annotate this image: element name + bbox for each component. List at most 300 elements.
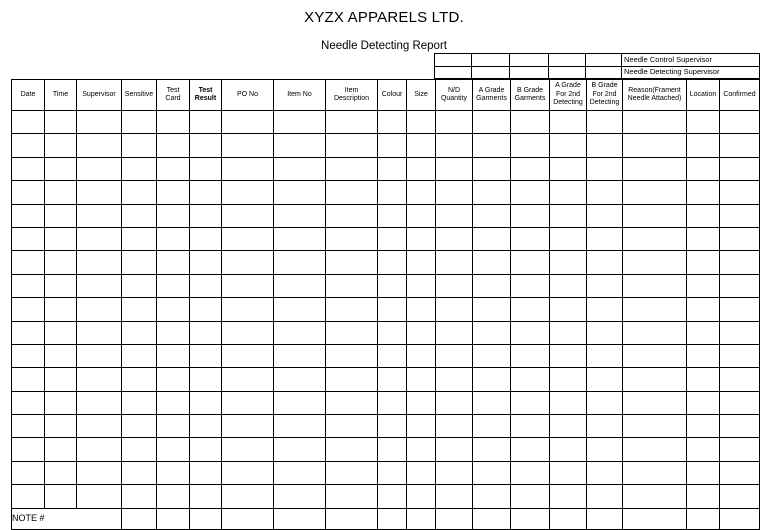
table-cell[interactable] (157, 134, 190, 157)
table-cell[interactable] (157, 321, 190, 344)
table-cell[interactable] (12, 181, 45, 204)
table-cell[interactable] (12, 227, 45, 250)
table-cell[interactable] (45, 438, 77, 461)
table-cell[interactable] (550, 438, 587, 461)
table-cell[interactable] (12, 391, 45, 414)
signoff-cell[interactable] (510, 54, 549, 67)
table-cell[interactable] (687, 368, 720, 391)
signoff-cell[interactable] (435, 66, 472, 79)
table-cell[interactable] (157, 344, 190, 367)
table-cell[interactable] (378, 485, 407, 508)
table-cell[interactable] (77, 415, 122, 438)
table-cell[interactable] (326, 298, 378, 321)
table-cell[interactable] (45, 391, 77, 414)
table-cell[interactable] (157, 111, 190, 134)
table-cell[interactable] (623, 508, 687, 529)
table-cell[interactable] (511, 274, 550, 297)
table-cell[interactable] (12, 368, 45, 391)
table-cell[interactable] (122, 298, 157, 321)
table-cell[interactable] (77, 204, 122, 227)
table-cell[interactable] (550, 508, 587, 529)
table-cell[interactable] (550, 181, 587, 204)
table-cell[interactable] (77, 438, 122, 461)
table-cell[interactable] (157, 461, 190, 484)
table-cell[interactable] (687, 134, 720, 157)
table-cell[interactable] (623, 321, 687, 344)
table-cell[interactable] (587, 298, 623, 321)
table-cell[interactable] (45, 227, 77, 250)
table-cell[interactable] (436, 251, 473, 274)
table-cell[interactable] (473, 298, 511, 321)
table-cell[interactable] (436, 157, 473, 180)
table-cell[interactable] (77, 181, 122, 204)
table-cell[interactable] (274, 204, 326, 227)
table-cell[interactable] (687, 344, 720, 367)
table-cell[interactable] (587, 368, 623, 391)
table-cell[interactable] (122, 391, 157, 414)
table-cell[interactable] (45, 321, 77, 344)
table-cell[interactable] (122, 461, 157, 484)
table-cell[interactable] (326, 415, 378, 438)
table-cell[interactable] (274, 134, 326, 157)
table-cell[interactable] (122, 321, 157, 344)
table-cell[interactable] (274, 298, 326, 321)
table-cell[interactable] (45, 111, 77, 134)
table-cell[interactable] (12, 321, 45, 344)
table-cell[interactable] (511, 111, 550, 134)
table-cell[interactable] (407, 274, 436, 297)
table-cell[interactable] (550, 461, 587, 484)
table-cell[interactable] (436, 204, 473, 227)
table-cell[interactable] (687, 508, 720, 529)
table-cell[interactable] (326, 111, 378, 134)
table-cell[interactable] (77, 368, 122, 391)
table-cell[interactable] (222, 274, 274, 297)
table-cell[interactable] (157, 368, 190, 391)
table-cell[interactable] (587, 415, 623, 438)
table-cell[interactable] (274, 321, 326, 344)
table-cell[interactable] (222, 157, 274, 180)
table-cell[interactable] (623, 438, 687, 461)
table-cell[interactable] (222, 134, 274, 157)
table-cell[interactable] (473, 111, 511, 134)
table-cell[interactable] (436, 391, 473, 414)
table-cell[interactable] (326, 274, 378, 297)
table-cell[interactable] (326, 368, 378, 391)
table-cell[interactable] (222, 111, 274, 134)
table-cell[interactable] (378, 274, 407, 297)
table-cell[interactable] (122, 251, 157, 274)
table-cell[interactable] (326, 485, 378, 508)
table-cell[interactable] (274, 251, 326, 274)
table-cell[interactable] (720, 391, 760, 414)
table-cell[interactable] (326, 391, 378, 414)
table-cell[interactable] (587, 485, 623, 508)
table-cell[interactable] (720, 298, 760, 321)
table-cell[interactable] (378, 415, 407, 438)
table-cell[interactable] (511, 368, 550, 391)
table-cell[interactable] (687, 251, 720, 274)
table-cell[interactable] (378, 391, 407, 414)
table-cell[interactable] (623, 251, 687, 274)
table-cell[interactable] (222, 391, 274, 414)
table-cell[interactable] (407, 438, 436, 461)
table-cell[interactable] (326, 461, 378, 484)
table-cell[interactable] (407, 344, 436, 367)
table-cell[interactable] (122, 157, 157, 180)
table-cell[interactable] (378, 204, 407, 227)
table-cell[interactable] (436, 415, 473, 438)
table-cell[interactable] (12, 438, 45, 461)
table-cell[interactable] (12, 157, 45, 180)
table-cell[interactable] (274, 461, 326, 484)
table-cell[interactable] (157, 298, 190, 321)
table-cell[interactable] (190, 508, 222, 529)
table-cell[interactable] (511, 391, 550, 414)
table-cell[interactable] (122, 415, 157, 438)
table-cell[interactable] (326, 227, 378, 250)
table-cell[interactable] (720, 415, 760, 438)
table-cell[interactable] (473, 204, 511, 227)
table-cell[interactable] (687, 181, 720, 204)
table-cell[interactable] (511, 415, 550, 438)
table-cell[interactable] (222, 485, 274, 508)
table-cell[interactable] (587, 134, 623, 157)
table-cell[interactable] (12, 415, 45, 438)
table-cell[interactable] (407, 485, 436, 508)
table-cell[interactable] (511, 344, 550, 367)
table-cell[interactable] (157, 438, 190, 461)
table-cell[interactable] (326, 204, 378, 227)
table-cell[interactable] (473, 461, 511, 484)
table-cell[interactable] (77, 298, 122, 321)
table-cell[interactable] (623, 111, 687, 134)
table-cell[interactable] (190, 344, 222, 367)
table-cell[interactable] (623, 344, 687, 367)
table-cell[interactable] (436, 368, 473, 391)
table-cell[interactable] (587, 461, 623, 484)
table-cell[interactable] (720, 181, 760, 204)
table-cell[interactable] (222, 181, 274, 204)
signoff-cell[interactable] (586, 66, 622, 79)
table-cell[interactable] (326, 251, 378, 274)
table-cell[interactable] (378, 181, 407, 204)
table-cell[interactable] (222, 344, 274, 367)
table-cell[interactable] (511, 204, 550, 227)
table-cell[interactable] (122, 438, 157, 461)
table-cell[interactable] (45, 134, 77, 157)
table-cell[interactable] (687, 227, 720, 250)
table-cell[interactable] (77, 157, 122, 180)
table-cell[interactable] (378, 438, 407, 461)
table-cell[interactable] (623, 415, 687, 438)
table-cell[interactable] (274, 181, 326, 204)
table-cell[interactable] (157, 157, 190, 180)
table-cell[interactable] (378, 157, 407, 180)
table-cell[interactable] (687, 321, 720, 344)
table-cell[interactable] (550, 321, 587, 344)
table-cell[interactable] (190, 157, 222, 180)
table-cell[interactable] (623, 461, 687, 484)
table-cell[interactable] (687, 415, 720, 438)
table-cell[interactable] (274, 227, 326, 250)
table-cell[interactable] (77, 461, 122, 484)
table-cell[interactable] (122, 111, 157, 134)
table-cell[interactable] (12, 251, 45, 274)
table-cell[interactable] (12, 274, 45, 297)
table-cell[interactable] (623, 204, 687, 227)
table-cell[interactable] (720, 368, 760, 391)
table-cell[interactable] (12, 111, 45, 134)
table-cell[interactable] (45, 368, 77, 391)
table-cell[interactable] (436, 438, 473, 461)
table-cell[interactable] (587, 157, 623, 180)
table-cell[interactable] (45, 344, 77, 367)
table-cell[interactable] (190, 415, 222, 438)
table-cell[interactable] (222, 368, 274, 391)
signoff-cell[interactable] (549, 54, 586, 67)
table-cell[interactable] (623, 157, 687, 180)
table-cell[interactable] (326, 438, 378, 461)
table-cell[interactable] (222, 204, 274, 227)
table-cell[interactable] (550, 274, 587, 297)
table-cell[interactable] (45, 181, 77, 204)
signoff-cell[interactable] (435, 54, 472, 67)
table-cell[interactable] (587, 111, 623, 134)
table-cell[interactable] (45, 461, 77, 484)
table-cell[interactable] (12, 485, 45, 508)
table-cell[interactable] (77, 134, 122, 157)
table-cell[interactable] (378, 321, 407, 344)
table-cell[interactable] (720, 344, 760, 367)
table-cell[interactable] (587, 227, 623, 250)
table-cell[interactable] (720, 157, 760, 180)
table-cell[interactable] (157, 181, 190, 204)
table-cell[interactable] (157, 485, 190, 508)
table-cell[interactable] (222, 415, 274, 438)
table-cell[interactable] (190, 298, 222, 321)
table-cell[interactable] (623, 485, 687, 508)
table-cell[interactable] (550, 368, 587, 391)
table-cell[interactable] (511, 251, 550, 274)
table-cell[interactable] (436, 461, 473, 484)
table-cell[interactable] (77, 274, 122, 297)
table-cell[interactable] (190, 461, 222, 484)
table-cell[interactable] (407, 227, 436, 250)
table-cell[interactable] (190, 251, 222, 274)
table-cell[interactable] (407, 251, 436, 274)
table-cell[interactable] (274, 508, 326, 529)
table-cell[interactable] (45, 157, 77, 180)
table-cell[interactable] (274, 368, 326, 391)
table-cell[interactable] (222, 461, 274, 484)
table-cell[interactable] (122, 274, 157, 297)
table-cell[interactable] (550, 391, 587, 414)
table-cell[interactable] (436, 321, 473, 344)
table-cell[interactable] (436, 508, 473, 529)
table-cell[interactable] (436, 181, 473, 204)
table-cell[interactable] (473, 485, 511, 508)
table-cell[interactable] (550, 415, 587, 438)
table-cell[interactable] (550, 134, 587, 157)
table-cell[interactable] (687, 157, 720, 180)
table-cell[interactable] (378, 508, 407, 529)
table-cell[interactable] (587, 508, 623, 529)
table-cell[interactable] (77, 321, 122, 344)
table-cell[interactable] (222, 227, 274, 250)
table-cell[interactable] (122, 227, 157, 250)
table-cell[interactable] (511, 485, 550, 508)
table-cell[interactable] (122, 204, 157, 227)
table-cell[interactable] (623, 298, 687, 321)
table-cell[interactable] (45, 274, 77, 297)
table-cell[interactable] (45, 251, 77, 274)
table-cell[interactable] (720, 111, 760, 134)
table-cell[interactable] (157, 274, 190, 297)
table-cell[interactable] (157, 251, 190, 274)
table-cell[interactable] (12, 344, 45, 367)
table-cell[interactable] (550, 111, 587, 134)
table-cell[interactable] (190, 391, 222, 414)
table-cell[interactable] (326, 134, 378, 157)
table-cell[interactable] (157, 508, 190, 529)
table-cell[interactable] (378, 461, 407, 484)
table-cell[interactable] (436, 134, 473, 157)
table-cell[interactable] (190, 111, 222, 134)
table-cell[interactable] (623, 391, 687, 414)
table-cell[interactable] (473, 368, 511, 391)
table-cell[interactable] (587, 204, 623, 227)
table-cell[interactable] (378, 111, 407, 134)
table-cell[interactable] (222, 298, 274, 321)
table-cell[interactable] (190, 134, 222, 157)
signoff-cell[interactable] (586, 54, 622, 67)
table-cell[interactable] (122, 181, 157, 204)
table-cell[interactable] (274, 111, 326, 134)
table-cell[interactable] (378, 368, 407, 391)
table-cell[interactable] (326, 157, 378, 180)
table-cell[interactable] (157, 227, 190, 250)
table-cell[interactable] (587, 181, 623, 204)
table-cell[interactable] (190, 438, 222, 461)
table-cell[interactable] (378, 344, 407, 367)
table-cell[interactable] (190, 321, 222, 344)
table-cell[interactable] (687, 298, 720, 321)
table-cell[interactable] (378, 134, 407, 157)
table-cell[interactable] (378, 251, 407, 274)
signoff-cell[interactable] (510, 66, 549, 79)
table-cell[interactable] (407, 461, 436, 484)
table-cell[interactable] (720, 508, 760, 529)
table-cell[interactable] (326, 181, 378, 204)
table-cell[interactable] (77, 344, 122, 367)
table-cell[interactable] (587, 344, 623, 367)
table-cell[interactable] (77, 391, 122, 414)
table-cell[interactable] (378, 227, 407, 250)
table-cell[interactable] (687, 391, 720, 414)
table-cell[interactable] (720, 134, 760, 157)
table-cell[interactable] (12, 461, 45, 484)
table-cell[interactable] (436, 485, 473, 508)
table-cell[interactable] (550, 227, 587, 250)
table-cell[interactable] (407, 134, 436, 157)
table-cell[interactable] (511, 298, 550, 321)
table-cell[interactable] (122, 508, 157, 529)
table-cell[interactable] (436, 274, 473, 297)
table-cell[interactable] (274, 438, 326, 461)
table-cell[interactable] (122, 134, 157, 157)
table-cell[interactable] (407, 415, 436, 438)
table-cell[interactable] (77, 485, 122, 508)
table-cell[interactable] (623, 368, 687, 391)
table-cell[interactable] (511, 461, 550, 484)
table-cell[interactable] (45, 415, 77, 438)
table-cell[interactable] (190, 227, 222, 250)
table-cell[interactable] (274, 274, 326, 297)
table-cell[interactable] (274, 391, 326, 414)
table-cell[interactable] (122, 485, 157, 508)
table-cell[interactable] (587, 251, 623, 274)
table-cell[interactable] (222, 438, 274, 461)
table-cell[interactable] (222, 508, 274, 529)
table-cell[interactable] (511, 227, 550, 250)
table-cell[interactable] (407, 298, 436, 321)
table-cell[interactable] (473, 157, 511, 180)
table-cell[interactable] (587, 274, 623, 297)
table-cell[interactable] (407, 321, 436, 344)
table-cell[interactable] (473, 391, 511, 414)
table-cell[interactable] (720, 461, 760, 484)
table-cell[interactable] (720, 438, 760, 461)
table-cell[interactable] (407, 204, 436, 227)
table-cell[interactable] (550, 298, 587, 321)
table-cell[interactable] (407, 391, 436, 414)
table-cell[interactable] (720, 274, 760, 297)
table-cell[interactable] (473, 321, 511, 344)
table-cell[interactable] (550, 157, 587, 180)
table-cell[interactable] (326, 321, 378, 344)
table-cell[interactable] (407, 368, 436, 391)
table-cell[interactable] (473, 181, 511, 204)
table-cell[interactable] (407, 181, 436, 204)
table-cell[interactable] (550, 251, 587, 274)
table-cell[interactable] (122, 344, 157, 367)
table-cell[interactable] (473, 134, 511, 157)
table-cell[interactable] (326, 508, 378, 529)
table-cell[interactable] (45, 298, 77, 321)
table-cell[interactable] (274, 344, 326, 367)
table-cell[interactable] (190, 368, 222, 391)
table-cell[interactable] (623, 181, 687, 204)
table-cell[interactable] (77, 227, 122, 250)
table-cell[interactable] (157, 415, 190, 438)
table-cell[interactable] (190, 274, 222, 297)
table-cell[interactable] (436, 298, 473, 321)
table-cell[interactable] (587, 391, 623, 414)
table-cell[interactable] (436, 227, 473, 250)
table-cell[interactable] (473, 508, 511, 529)
table-cell[interactable] (623, 134, 687, 157)
table-cell[interactable] (550, 344, 587, 367)
signoff-cell[interactable] (472, 54, 510, 67)
table-cell[interactable] (45, 204, 77, 227)
table-cell[interactable] (122, 368, 157, 391)
table-cell[interactable] (473, 274, 511, 297)
table-cell[interactable] (436, 111, 473, 134)
table-cell[interactable] (190, 181, 222, 204)
table-cell[interactable] (511, 157, 550, 180)
table-cell[interactable] (623, 227, 687, 250)
